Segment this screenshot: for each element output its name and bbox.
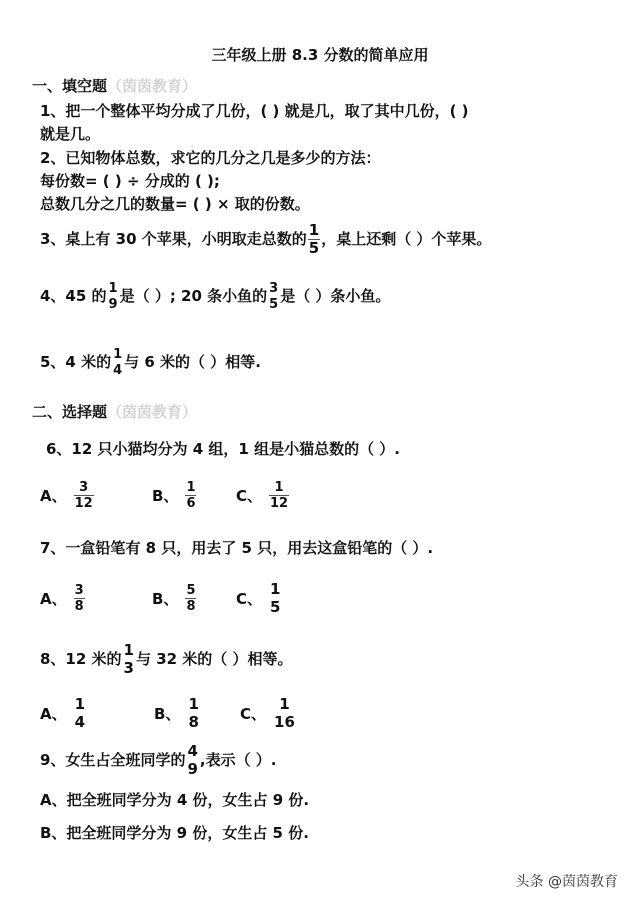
option-a[interactable]: A、 $\frac{3}{8}$	[40, 582, 84, 614]
fraction: 1 5	[270, 579, 281, 616]
fraction: $\frac{3}{8}$	[74, 582, 84, 614]
question-5: 5、4 米的 1 4 与 6 米的（ ）相等.	[40, 347, 261, 378]
fraction: 1 8	[188, 694, 199, 731]
fraction: 4 9	[187, 742, 198, 778]
option-b[interactable]: B、 $\frac{5}{8}$	[152, 582, 196, 614]
fraction: 1 4	[113, 347, 123, 378]
question-6: 6、12 只小猫均分为 4 组，1 组是小猫总数的（ ）.	[46, 440, 400, 458]
fraction: 1 3	[123, 641, 134, 677]
fraction: $\frac{1}{6}$	[186, 479, 196, 511]
question-1-line-2: 就是几。	[40, 125, 101, 143]
section-heading-fill-blank: 一、填空题（茵茵教育）	[32, 77, 198, 95]
question-8: 8、12 米的 1 3 与 32 米的（ ）相等。	[40, 641, 293, 677]
question-4: 4、45 的 1 9 是（ ）; 20 条小鱼的 3 5 是（ ）条小鱼。	[40, 281, 391, 312]
option-a[interactable]: A、 1 4	[40, 694, 86, 731]
fraction: 1 4	[74, 694, 86, 731]
question-9: 9、女生占全班同学的 4 9 ,表示（ ）.	[40, 742, 277, 778]
source-watermark: 头条 @茵茵教育	[515, 874, 618, 890]
option-b[interactable]: B、 1 8	[154, 694, 199, 731]
question-3: 3、桌上有 30 个苹果，小明取走总数的 $\frac{1}{5}$ ，桌上还剩（ ）个苹果。	[40, 221, 492, 257]
fraction: $\frac{1}{12}$	[270, 479, 289, 511]
question-2-line-2: 每份数= ( ) ÷ 分成的 ( );	[40, 172, 220, 190]
option-c[interactable]: C、 1 5	[236, 579, 281, 616]
question-9-option-b[interactable]: B、把全班同学分为 9 份，女生占 5 份.	[40, 824, 309, 842]
question-2-line-3: 总数几分之几的数量= ( ) × 取的份数。	[40, 195, 310, 213]
watermark: （茵茵教育）	[107, 77, 198, 95]
fraction: 1 16	[274, 694, 295, 731]
option-c[interactable]: C、 1 16	[240, 694, 295, 731]
fraction: $\frac{3}{12}$	[74, 479, 93, 511]
question-7: 7、一盒铅笔有 8 只，用去了 5 只，用去这盒铅笔的（ ）.	[40, 539, 434, 557]
question-1-line-1: 1、把一个整体平均分成了几份，( ) 就是几，取了其中几份，( )	[40, 102, 469, 120]
option-c[interactable]: C、 $\frac{1}{12}$	[236, 479, 289, 511]
question-9-option-a[interactable]: A、把全班同学分为 4 份，女生占 9 份.	[40, 791, 310, 809]
question-2-line-1: 2、已知物体总数，求它的几分之几是多少的方法：	[40, 149, 381, 167]
fraction: 1 9	[108, 281, 118, 312]
fraction: $\frac{5}{8}$	[186, 582, 196, 614]
fraction: $\frac{1}{5}$	[308, 221, 320, 257]
option-a[interactable]: A、 $\frac{3}{12}$	[40, 479, 93, 511]
section-heading-choice: 二、选择题（茵茵教育）	[32, 403, 198, 421]
watermark: （茵茵教育）	[107, 403, 198, 421]
fraction: 3 5	[269, 281, 279, 312]
option-b[interactable]: B、 $\frac{1}{6}$	[152, 479, 196, 511]
page-title: 三年级上册 8.3 分数的简单应用	[211, 46, 429, 64]
